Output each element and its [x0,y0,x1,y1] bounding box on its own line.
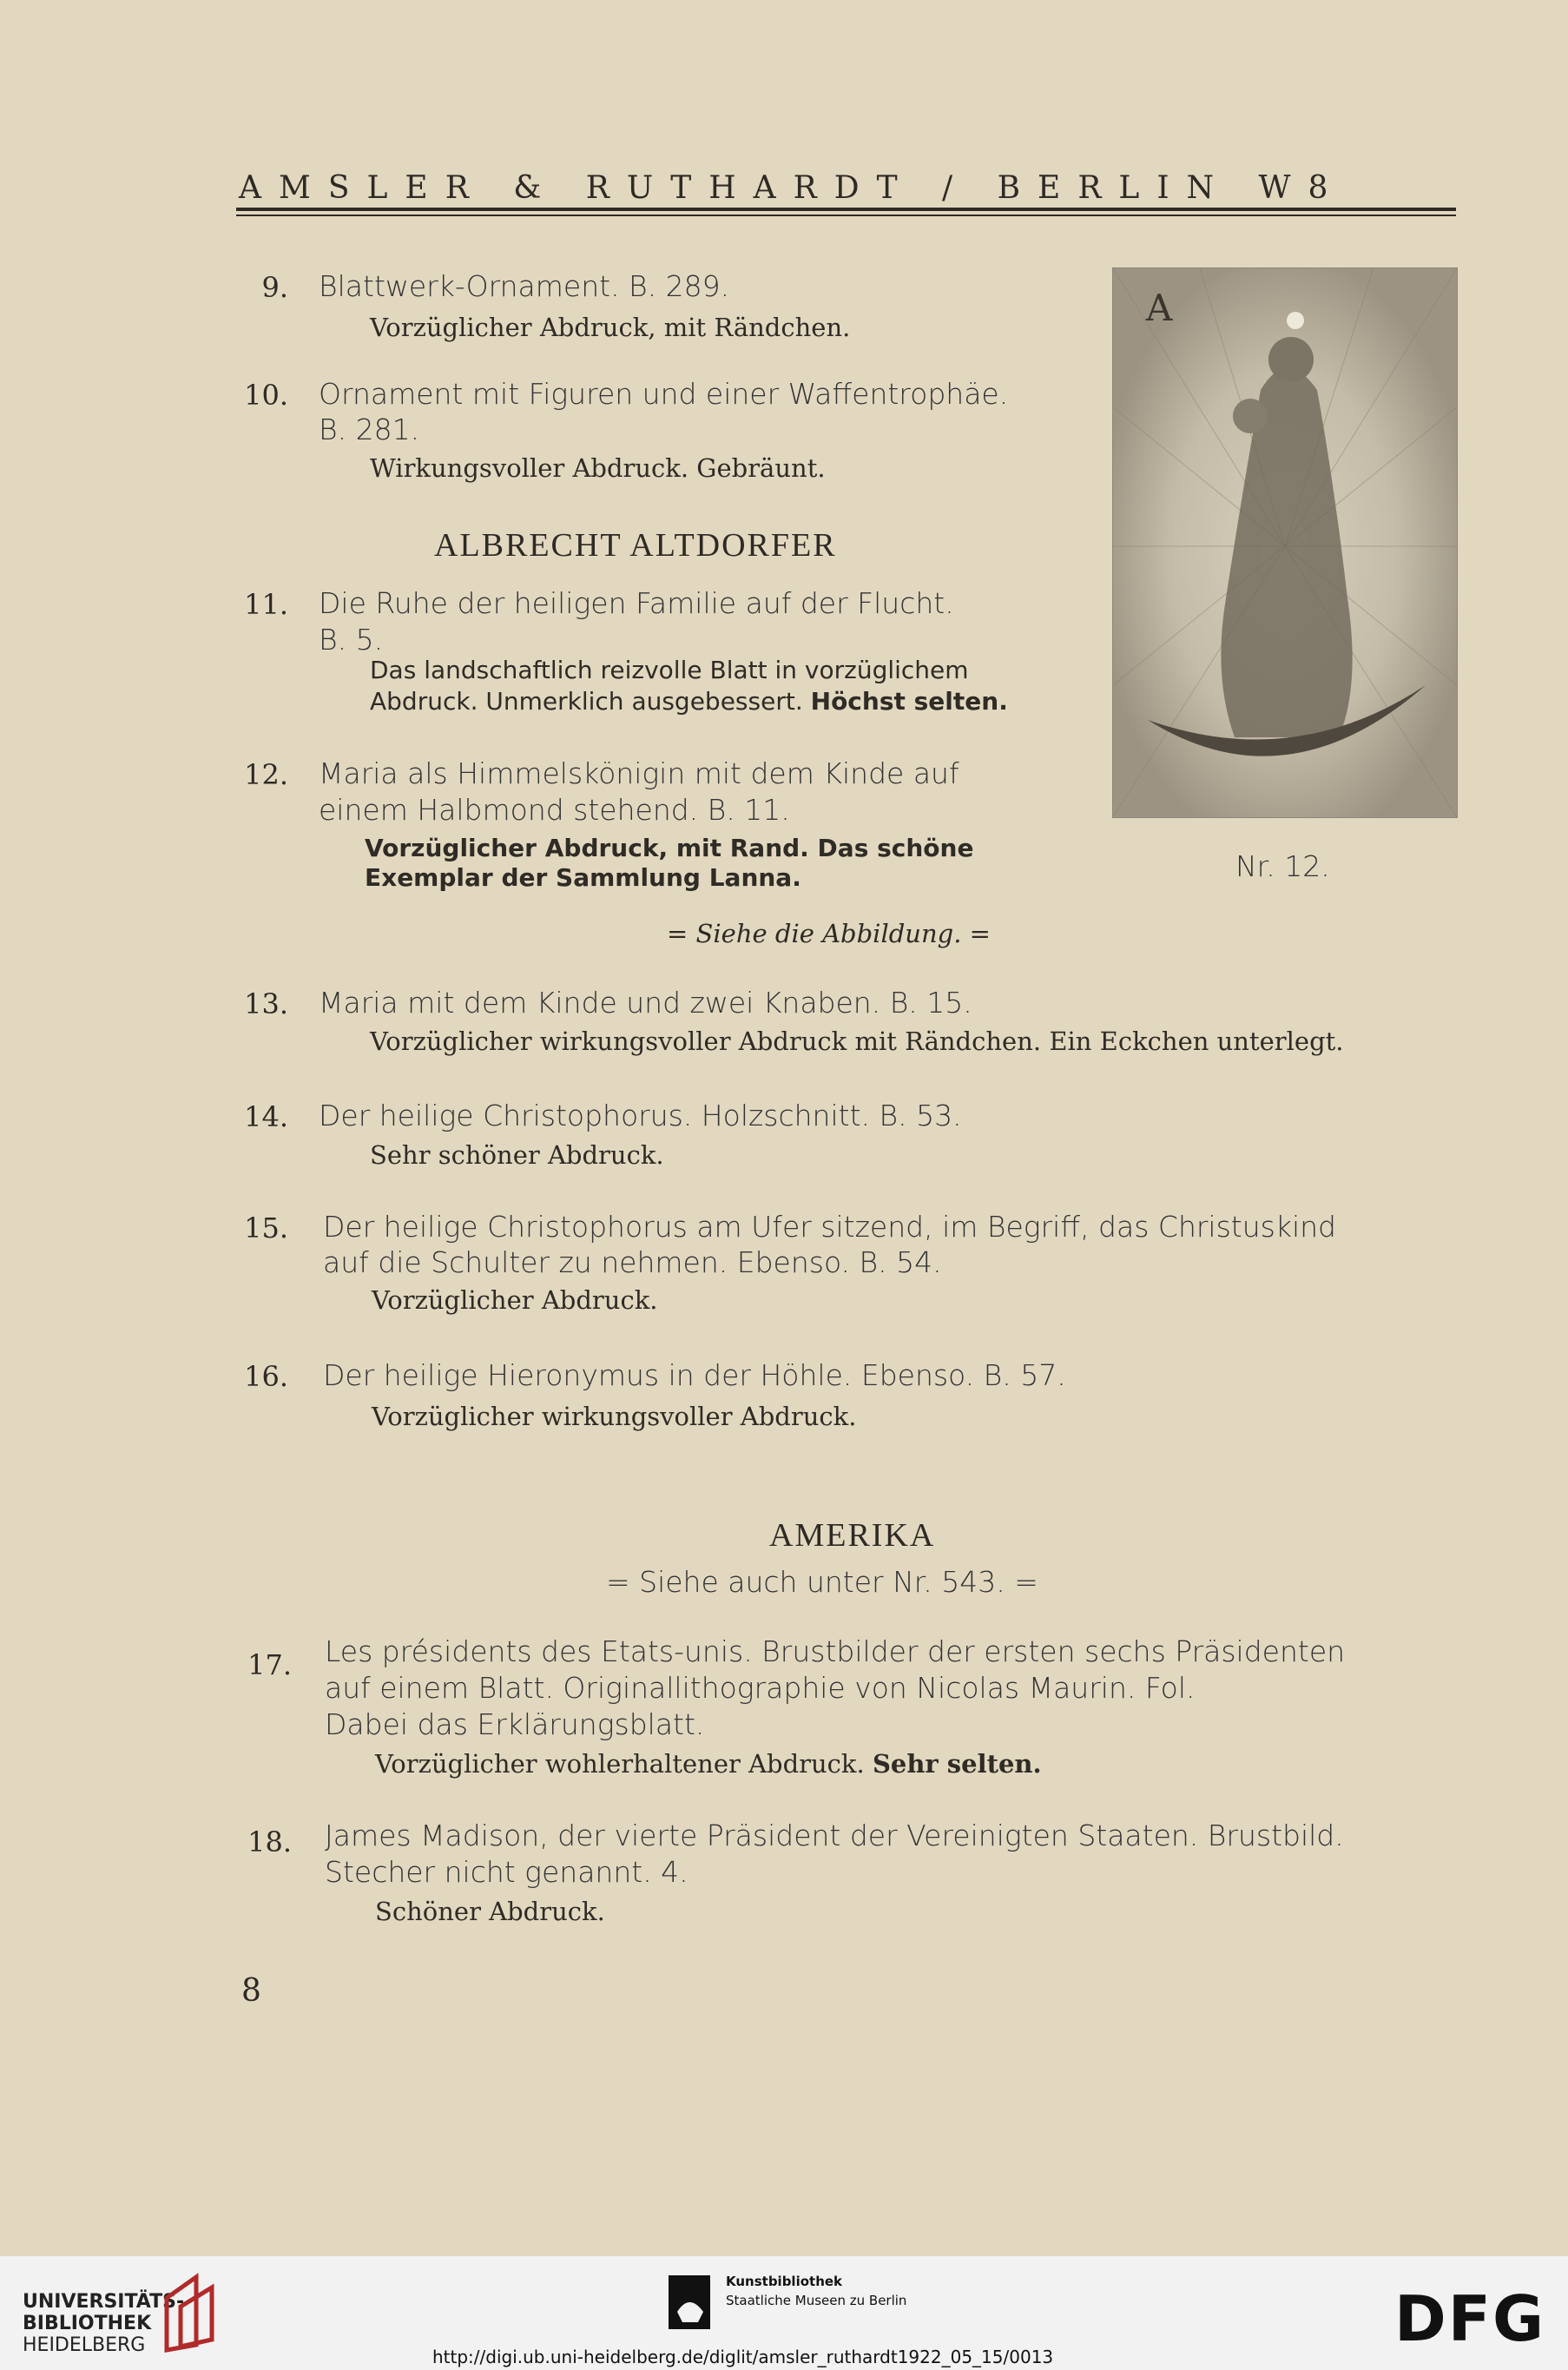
entry-description: Exemplar der Sammlung Lanna. [365,863,801,892]
kunstbibliothek-name [726,2272,906,2310]
rarity-note: Sehr selten. [872,1749,1042,1779]
entry-number: 12. [244,758,288,791]
page-number: 8 [241,1973,261,2009]
entry-title: Der heilige Christophorus. Holzschnitt. B. 53. [319,1099,962,1132]
entry-title: Der heilige Christophorus am Ufer sitzend, im Begriff, das Christuskind [323,1210,1336,1244]
entry-title: Dabei das Erklärungsblatt. [325,1707,705,1741]
entry-description: Abdruck. Unmerklich ausgebessert. [370,687,803,716]
entry-number: 10. [244,379,288,412]
entry-title: einem Halbmond stehend. B. 11. [319,793,790,827]
entry-number: 11. [244,588,288,621]
entry-description: Vorzüglicher Abdruck, mit Rändchen. [370,313,851,342]
rarity-note: Höchst selten. [810,687,1008,716]
entry-number: 16. [244,1360,288,1393]
entry-title: Maria als Himmelskönigin mit dem Kinde auf [319,756,959,790]
entry-title: auf die Schulter zu nehmen. Ebenso. B. 54. [323,1245,942,1279]
kunstbibliothek-logo-icon [669,2275,710,2329]
entry-description-line [370,687,1008,716]
entry-description: Vorzüglicher Abdruck. [372,1285,658,1315]
page-header: AMSLER & RUTHARDT / BERLIN W8 [239,170,1346,206]
permalink[interactable]: http://digi.ub.uni-heidelberg.de/diglit/amsler_ruthardt1922_05_15/0013 [432,2347,1054,2367]
entry-title: B. 281. [319,413,420,446]
entry-number: 17. [247,1648,292,1681]
entry-title: B. 5. [319,623,384,657]
entry-description: Vorzüglicher wirkungsvoller Abdruck. [372,1402,857,1431]
library-line: UNIVERSITÄTS- [23,2291,185,2313]
header-rule [236,208,1456,211]
entry-description: Schöner Abdruck. [375,1897,605,1926]
dfg-logo: DFG [1394,2282,1546,2355]
entry-title: Ornament mit Figuren und einer Waffentrophäe. [319,377,1009,411]
entry-description: Vorzüglicher Abdruck, mit Rand. Das schöne [365,834,974,862]
entry-description-line [375,1749,1042,1779]
section-note: = Siehe auch unter Nr. 543. = [606,1565,1038,1599]
library-logo-icon [161,2272,219,2355]
entry-title: auf einem Blatt. Originallithographie von Nicolas Maurin. Fol. [325,1671,1196,1705]
entry-description: Vorzüglicher wirkungsvoller Abdruck mit Rändchen. Ein Eckchen unterlegt. [370,1027,1344,1056]
library-name [23,2291,184,2356]
entry-description: Das landschaftlich reizvolle Blatt in vorzüglichem [370,656,969,684]
illustration-caption: Nr. 12. [1235,849,1330,883]
entry-description: Sehr schöner Abdruck. [370,1140,664,1170]
illustration-note: = Siehe die Abbildung. = [667,919,991,948]
entry-number: 15. [244,1211,288,1244]
header-rule-thin [236,215,1456,216]
madonna-image [1113,268,1457,817]
kunst-line: Kunstbibliothek [726,2274,843,2289]
entry-description: Vorzüglicher wohlerhaltener Abdruck. [375,1749,865,1779]
illustration-madonna [1112,267,1458,818]
entry-title: Stecher nicht genannt. 4. [325,1855,688,1889]
entry-title: Blattwerk-Ornament. B. 289. [319,269,730,303]
entry-number: 13. [244,987,288,1020]
entry-number: 18. [247,1825,292,1858]
entry-title: James Madison, der vierte Präsident der Vereinigten Staaten. Brustbild. [325,1819,1344,1852]
entry-title: Les présidents des Etats-unis. Brustbilder der ersten sechs Präsidenten [325,1634,1346,1668]
kunst-line: Staatliche Museen zu Berlin [726,2293,907,2308]
library-line: BIBLIOTHEK [23,2313,152,2334]
section-heading-altdorfer: ALBRECHT ALTDORFER [434,527,837,564]
viewer-footer [0,2256,1568,2370]
library-line: HEIDELBERG [23,2334,146,2356]
entry-title: Der heilige Hieronymus in der Höhle. Ebenso. B. 57. [323,1358,1066,1392]
entry-description: Wirkungsvoller Abdruck. Gebräunt. [370,453,826,483]
entry-number: 9. [261,271,288,304]
entry-title: Die Ruhe der heiligen Familie auf der Flucht. [319,586,954,620]
monogram: A [1146,287,1173,329]
entry-title: Maria mit dem Kinde und zwei Knaben. B. 15. [319,986,972,1020]
entry-number: 14. [244,1100,288,1133]
section-heading-amerika: AMERIKA [769,1517,936,1554]
